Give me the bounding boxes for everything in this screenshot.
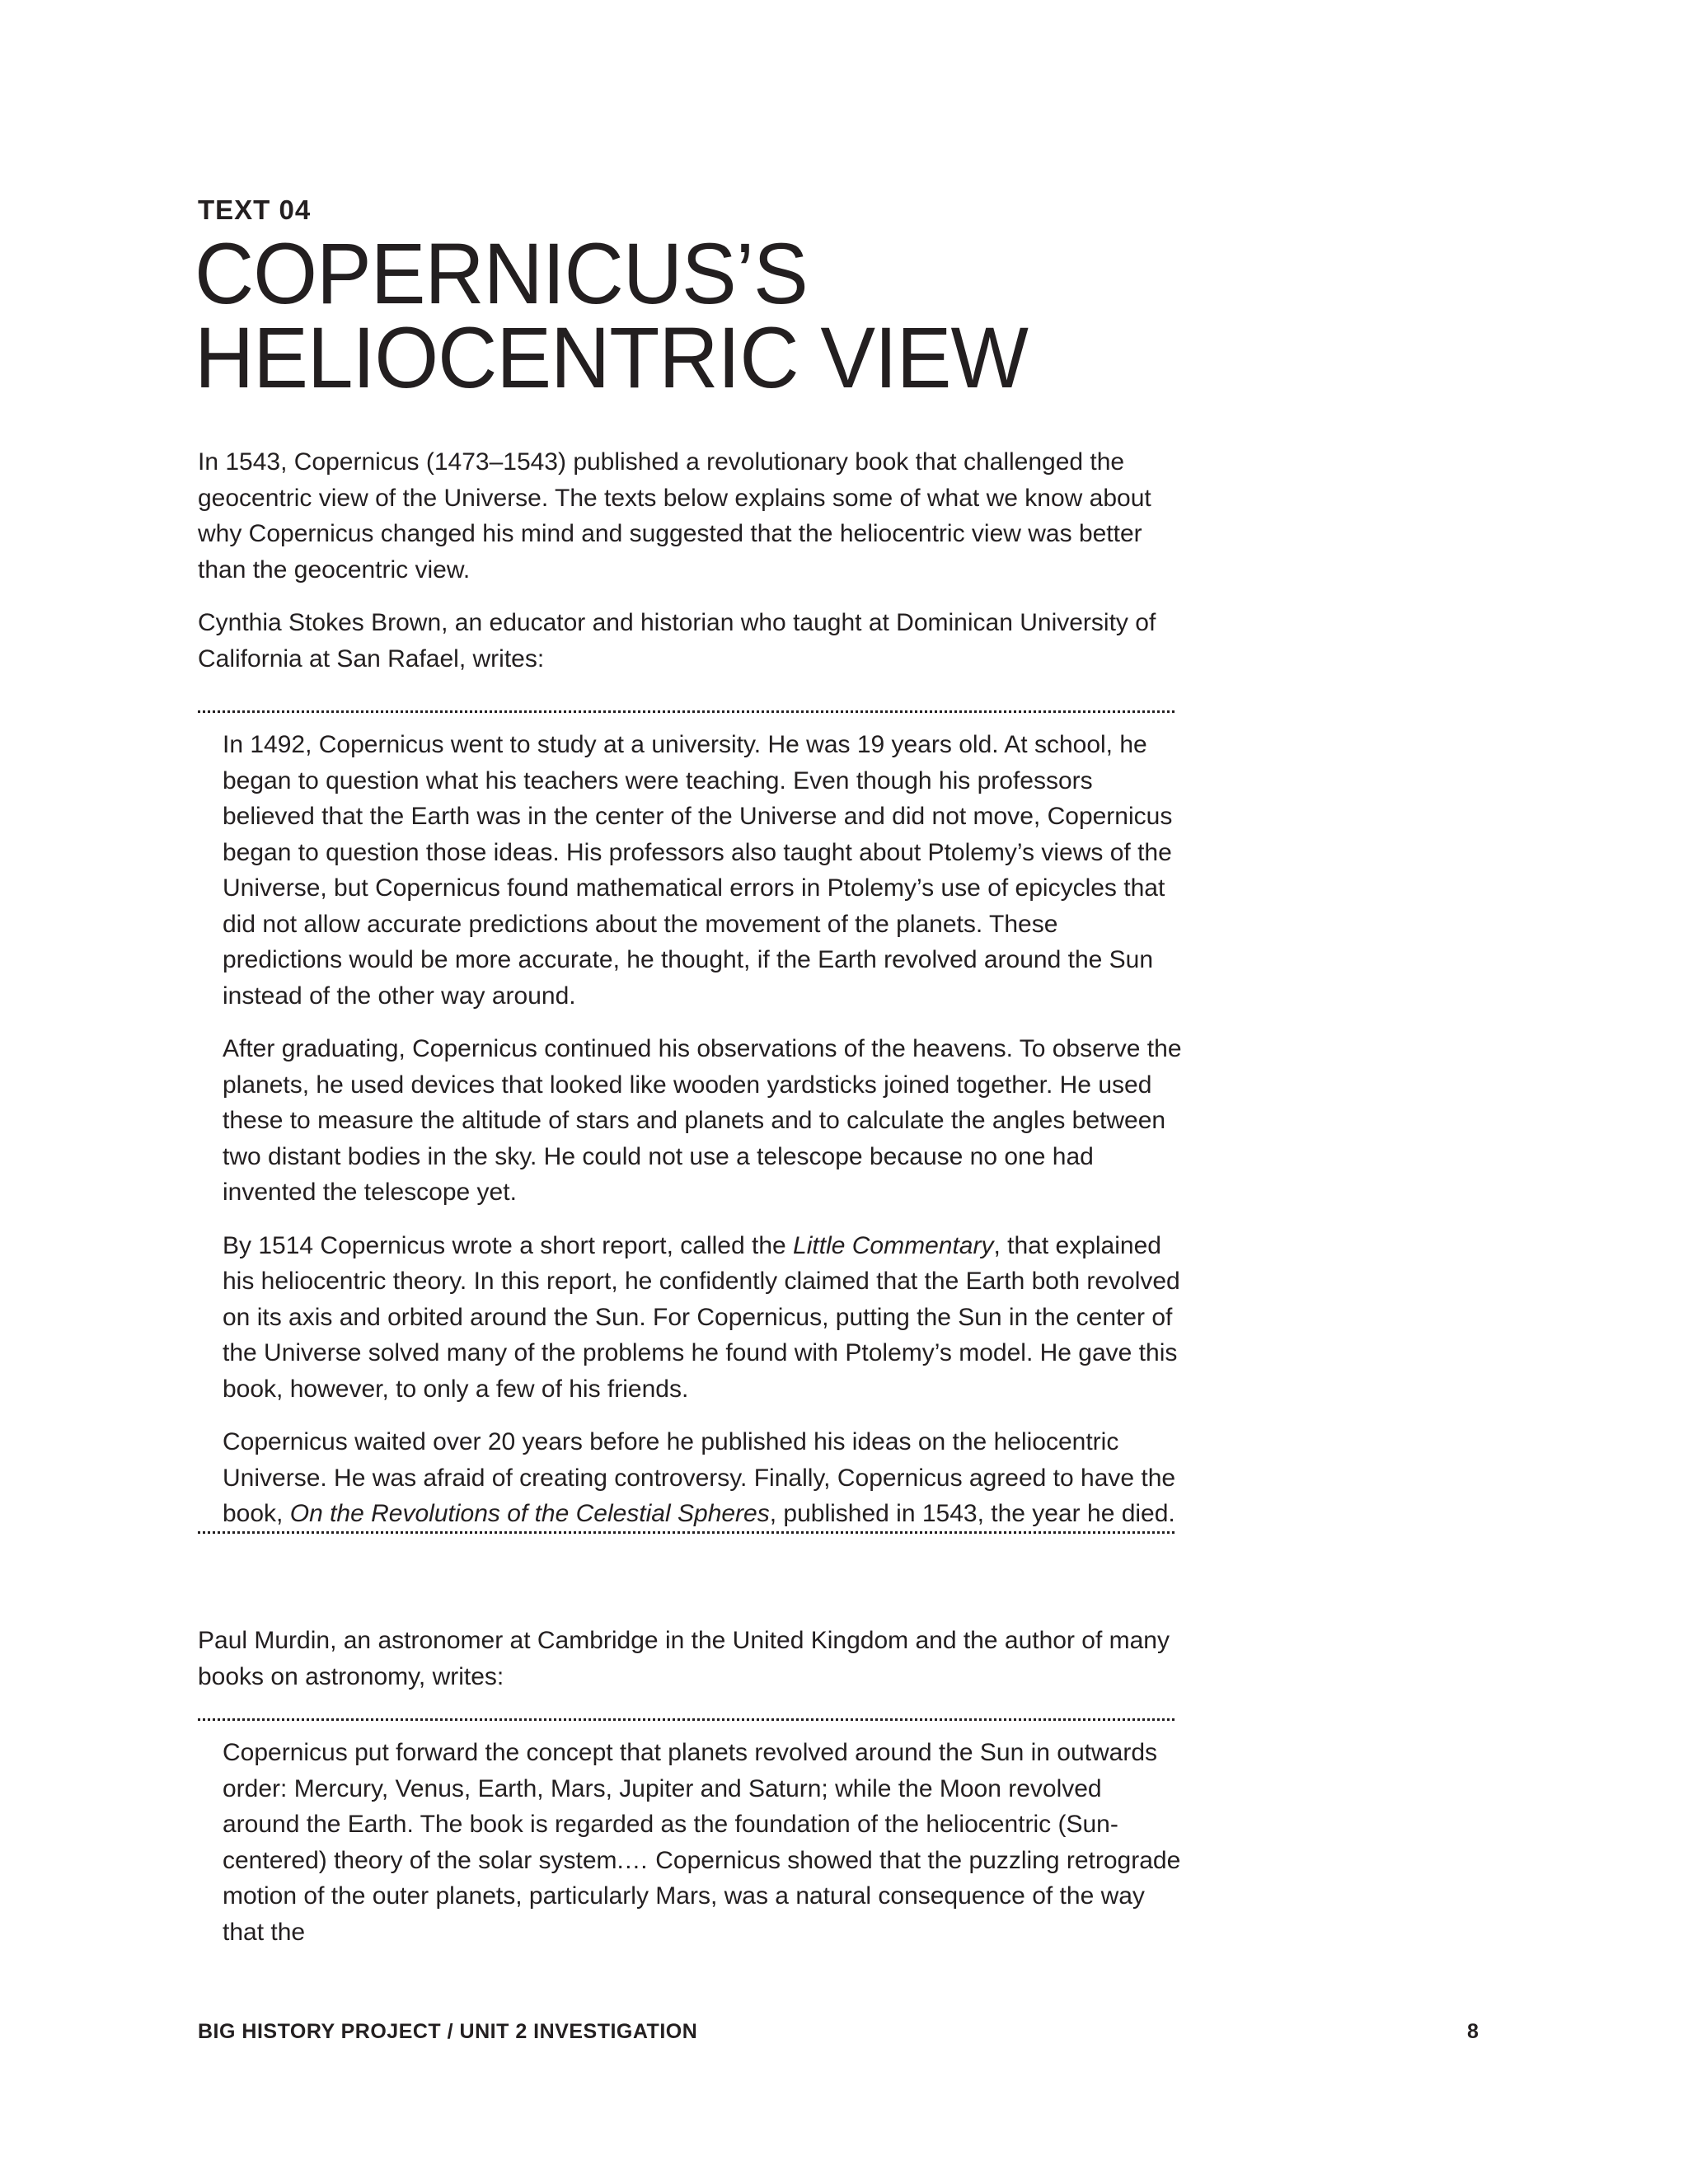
- title-line-1: COPERNICUS’S: [195, 225, 808, 323]
- footer-source: BIG HISTORY PROJECT / UNIT 2 INVESTIGATION: [198, 2020, 698, 2043]
- intro-paragraph: In 1543, Copernicus (1473–1543) published a revolutionary book that challenged the geocentric view of the Universe. The texts below explains some of what we know about why Copernicus changed his mind and suggested that the heliocentric view was better than the geocentric view.: [198, 448, 1151, 583]
- attribution-murdin: Paul Murdin, an astronomer at Cambridge in the United Kingdom and the author of many books on astronomy, writes:: [198, 1627, 1170, 1690]
- quote-paragraph: In 1492, Copernicus went to study at a university. He was 19 years old. At school, he began to question what his teachers were teaching. Even though his professors believed that the Earth was in the center of the Universe and did not move, Copernicus began to question those ideas. His professors also taught about Ptolemy’s views of the Universe, but Copernicus found mathematical errors in Ptolemy’s use of epicycles that did not allow accurate predictions about the movement of the planets. These predictions would be more accurate, he thought, if the Earth revolved around the Sun instead of the other way around.: [223, 731, 1173, 1010]
- book-title-little-commentary: Little Commentary: [793, 1231, 994, 1259]
- quote-paragraph: [223, 1228, 1183, 1408]
- quote-paragraph: After graduating, Copernicus continued his observations of the heavens. To observe the planets, he used devices that looked like wooden yardsticks joined together. He used these to measure the altitude of stars and planets and to calculate the angles between two distant bodies in the sky. He could not use a telescope because no one had invented the telescope yet.: [223, 1035, 1182, 1206]
- quote-text: Copernicus waited over 20 years before he published his ideas on the heliocentric Universe. He was afraid of creating controversy. Finally, Copernicus agreed to have the book,: [223, 1428, 1176, 1527]
- page-title: [195, 225, 1028, 407]
- intro-section: [198, 444, 1187, 694]
- quote-text: By 1514 Copernicus wrote a short report, called the: [223, 1231, 794, 1259]
- transition-section: [198, 1623, 1187, 1712]
- quote-bottom-divider: [198, 1531, 1175, 1534]
- quote-top-divider: [198, 1718, 1175, 1721]
- quote-paragraph: [223, 1424, 1183, 1532]
- title-line-2: HELIOCENTRIC VIEW: [195, 309, 1028, 407]
- quote-text: , published in 1543, the year he died.: [769, 1500, 1175, 1527]
- text-number-label: TEXT 04: [198, 194, 312, 225]
- quote-brown: [223, 727, 1183, 1549]
- quote-top-divider: [198, 710, 1175, 713]
- book-title-revolutions: On the Revolutions of the Celestial Spheres: [289, 1500, 770, 1527]
- attribution-brown: Cynthia Stokes Brown, an educator and historian who taught at Dominican University of California at San Rafael, writes:: [198, 609, 1156, 673]
- quote-paragraph: Copernicus put forward the concept that planets revolved around the Sun in outwards order: Mercury, Venus, Earth, Mars, Jupiter and Saturn; while the Moon revolved around the Earth. The book is regarded as the foundation of the heliocentric (Sun-centered) theory of the solar system.… Copernicus showed that the puzzling retrograde motion of the outer planets, particularly Mars, was a natural consequence of the way that the: [223, 1739, 1181, 1946]
- document-page: [195, 0, 1500, 2184]
- page-number: 8: [1467, 2020, 1479, 2043]
- quote-murdin: [223, 1735, 1183, 1967]
- quote-text: , that explained his heliocentric theory. In this report, he confidently claimed that the Earth both revolved on its axis and orbited around the Sun. For Copernicus, putting the Sun in the center of the Universe solved many of the problems he found with Ptolemy’s model. He gave this book, however, to only a few of his friends.: [223, 1231, 1180, 1403]
